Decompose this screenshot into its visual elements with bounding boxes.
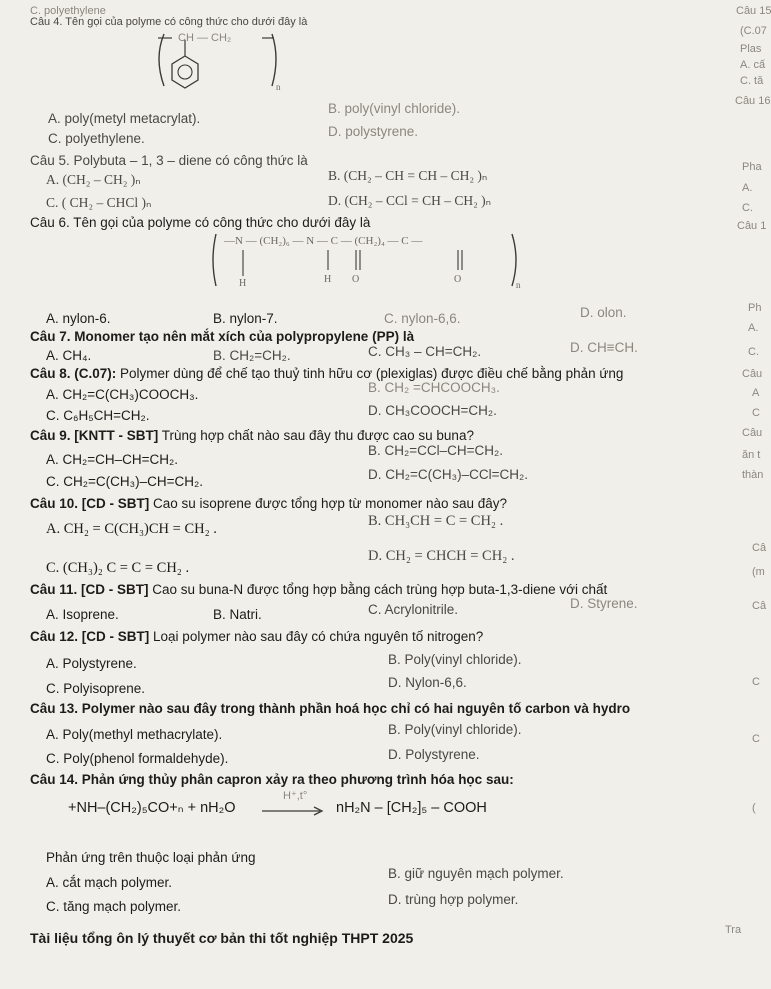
- footer: Tài liệu tổng ôn lý thuyết cơ bản thi tốt nghiệp THPT 2025: [30, 930, 414, 946]
- q10-stem-text: Cao su isoprene được tổng hợp từ monomer nào sau đây?: [153, 496, 508, 511]
- q7-stem-text: Câu 7. Monomer tạo nên mắt xích của polypropylene (PP) là: [30, 329, 415, 344]
- q13-option-b: B. Poly(vinyl chloride).: [388, 722, 522, 737]
- margin-text: Ph: [748, 302, 762, 314]
- q4-option-c: C. polyethylene.: [48, 131, 145, 146]
- margin-text: Pha: [742, 161, 762, 173]
- margin-text: Câu 16: [735, 95, 771, 107]
- q11-option-c: C. Acrylonitrile.: [368, 602, 459, 617]
- q8-option-b: B. CH₂ =CHCOOCH₃.: [368, 380, 500, 395]
- q12-option-c: C. Polyisoprene.: [46, 681, 146, 696]
- margin-text: Câ: [752, 600, 767, 612]
- svg-text:n: n: [276, 82, 281, 92]
- margin-text: A. cấ: [740, 59, 766, 71]
- q13-option-a: A. Poly(methyl methacrylate).: [46, 727, 223, 742]
- q12-option-a: A. Polystyrene.: [46, 656, 137, 671]
- q12-option-d: D. Nylon-6,6.: [388, 675, 467, 690]
- q11-stem: [30, 582, 607, 598]
- margin-text: C: [752, 733, 760, 745]
- margin-text: Plas: [740, 43, 762, 55]
- svg-text:H: H: [239, 278, 247, 289]
- q9-stem: [30, 428, 474, 444]
- margin-text: thàn: [742, 469, 764, 481]
- q13-option-c: C. Poly(phenol formaldehyde).: [46, 751, 229, 766]
- q11-option-b: B. Natri.: [213, 607, 262, 622]
- q8-option-d: D. CH₃COOCH=CH₂.: [368, 403, 497, 418]
- q7-option-a: A. CH₄.: [46, 348, 92, 363]
- q10-option-b: B. CH₃CH = C = CH₂ .: [368, 513, 504, 529]
- top-fragment: C. polyethylene: [30, 5, 106, 17]
- margin-text: C: [752, 407, 760, 419]
- svg-text:O: O: [454, 274, 462, 285]
- q7-option-c: C. CH₃ – CH=CH₂.: [368, 344, 482, 359]
- margin-text: Câu: [742, 427, 763, 439]
- q14-equation-condition: H⁺,t°: [283, 790, 308, 802]
- q10-option-c: C. (CH₃)₂ C = C = CH₂ .: [46, 560, 190, 576]
- q10-option-a: A. CH₂ = C(CH₃)CH = CH₂ .: [46, 521, 217, 537]
- margin-text: Câ: [752, 542, 767, 554]
- q4-stem: Câu 4. Tên gọi của polyme có công thức cho dưới đây là: [30, 16, 308, 28]
- q4-option-b: B. poly(vinyl chloride).: [328, 101, 461, 116]
- q9-option-d: D. CH₂=C(CH₃)–CCl=CH₂.: [368, 467, 528, 482]
- q4-option-a: A. poly(metyl metacrylat).: [48, 111, 201, 126]
- q14-followup: Phản ứng trên thuộc loại phản ứng: [46, 850, 256, 865]
- q4-option-d: D. polystyrene.: [328, 124, 419, 139]
- svg-text:O: O: [352, 274, 360, 285]
- q12-stem-label: Câu 12. [CD - SBT]: [30, 629, 150, 644]
- q5-stem: Câu 5. Polybuta – 1, 3 – diene có công thức là: [30, 153, 308, 168]
- q9-option-c: C. CH₂=C(CH₃)–CH=CH₂.: [46, 474, 203, 489]
- q5-option-d: D. (CH₂ – CCl = CH – CH₂ )ₙ: [328, 193, 492, 208]
- q8-stem: [30, 366, 623, 382]
- q14-equation-right: nH₂N – [CH₂]₅ – COOH: [336, 800, 487, 816]
- q8-stem-text: Polymer dùng để chế tạo thuỷ tinh hữu cơ (plexiglas) được điều chế bằng phản ứng: [120, 366, 624, 381]
- q10-stem-label: Câu 10. [CD - SBT]: [30, 496, 150, 511]
- margin-text: C.: [748, 346, 759, 358]
- margin-text: Tra: [725, 924, 742, 936]
- q8-option-a: A. CH₂=C(CH₃)COOCH₃.: [46, 387, 199, 402]
- svg-text:H: H: [324, 274, 332, 285]
- margin-text: C. tă: [740, 75, 764, 87]
- q6-option-d: D. olon.: [580, 305, 627, 320]
- q8-stem-label: Câu 8. (C.07):: [30, 366, 117, 381]
- q14-stem: Câu 14. Phản ứng thủy phân capron xảy ra theo phương trình hóa học sau:: [30, 772, 514, 787]
- q5-option-c: C. ( CH₂ – CHCl )ₙ: [46, 195, 152, 210]
- q12-stem-text: Loại polymer nào sau đây có chứa nguyên tố nitrogen?: [153, 629, 484, 644]
- margin-text: (m: [752, 566, 765, 578]
- margin-text: Câu: [742, 368, 763, 380]
- q9-option-a: A. CH₂=CH–CH=CH₂.: [46, 452, 179, 467]
- q8-option-c: C. C₆H₅CH=CH₂.: [46, 408, 150, 423]
- q13-stem: Câu 13. Polymer nào sau đây trong thành phần hoá học chỉ có hai nguyên tố carbon và hydro: [30, 701, 631, 716]
- svg-text:—N — (CH₂)₆ — N — C — (CH₂)₄ —: —N — (CH₂)₆ — N — C — (CH₂)₄ — C —: [224, 235, 423, 247]
- margin-text: A.: [742, 182, 753, 194]
- q5-option-a: A. (CH₂ – CH₂ )ₙ: [46, 172, 141, 187]
- q13-option-d: D. Polystyrene.: [388, 747, 480, 762]
- margin-text: (: [752, 802, 756, 814]
- margin-text: A: [752, 387, 760, 399]
- q4-formula-top: CH — CH₂: [178, 32, 232, 44]
- margin-text: C.: [742, 202, 753, 214]
- q6-stem: Câu 6. Tên gọi của polyme có công thức cho dưới đây là: [30, 215, 371, 230]
- q14-option-d: D. trùng hợp polymer.: [388, 892, 519, 907]
- q7-option-d: D. CH≡CH.: [570, 340, 638, 355]
- q7-option-b: B. CH₂=CH₂.: [213, 348, 291, 363]
- q9-stem-text: Trùng hợp chất nào sau đây thu được cao su buna?: [161, 428, 474, 443]
- margin-text: Câu 15: [736, 5, 771, 17]
- q10-stem: [30, 496, 507, 512]
- margin-text: A.: [748, 322, 759, 334]
- q10-option-d: D. CH₂ = CHCH = CH₂ .: [368, 548, 515, 564]
- margin-text: Câu 1: [737, 220, 767, 232]
- svg-text:n: n: [516, 280, 521, 290]
- q12-option-b: B. Poly(vinyl chloride).: [388, 652, 522, 667]
- q6-option-b: B. nylon-7.: [213, 311, 278, 326]
- margin-text: C: [752, 676, 760, 688]
- q12-stem: [30, 629, 483, 645]
- q5-option-b: B. (CH₂ – CH = CH – CH₂ )ₙ: [328, 168, 488, 183]
- margin-text: ăn t: [742, 449, 761, 461]
- q14-equation-left: +NH–(CH₂)₅CO+ₙ + nH₂O: [68, 800, 236, 816]
- q6-option-a: A. nylon-6.: [46, 311, 111, 326]
- q14-option-c: C. tăng mạch polymer.: [46, 899, 182, 914]
- margin-text: (C.07: [740, 25, 767, 37]
- q11-stem-label: Câu 11. [CD - SBT]: [30, 582, 149, 597]
- arrow-icon: [262, 806, 326, 816]
- q11-stem-text: Cao su buna-N được tổng hợp bằng cách trùng hợp buta-1,3-diene với chất: [152, 582, 608, 597]
- q11-option-a: A. Isoprene.: [46, 607, 119, 622]
- q11-option-d: D. Styrene.: [570, 596, 638, 611]
- q6-structure: [210, 230, 530, 300]
- q6-option-c: C. nylon-6,6.: [384, 311, 461, 326]
- q9-option-b: B. CH₂=CCl–CH=CH₂.: [368, 443, 504, 458]
- q9-stem-label: Câu 9. [KNTT - SBT]: [30, 428, 159, 443]
- q7-stem: [30, 329, 414, 345]
- q14-option-b: B. giữ nguyên mạch polymer.: [388, 866, 564, 881]
- q14-option-a: A. cắt mạch polymer.: [46, 875, 173, 890]
